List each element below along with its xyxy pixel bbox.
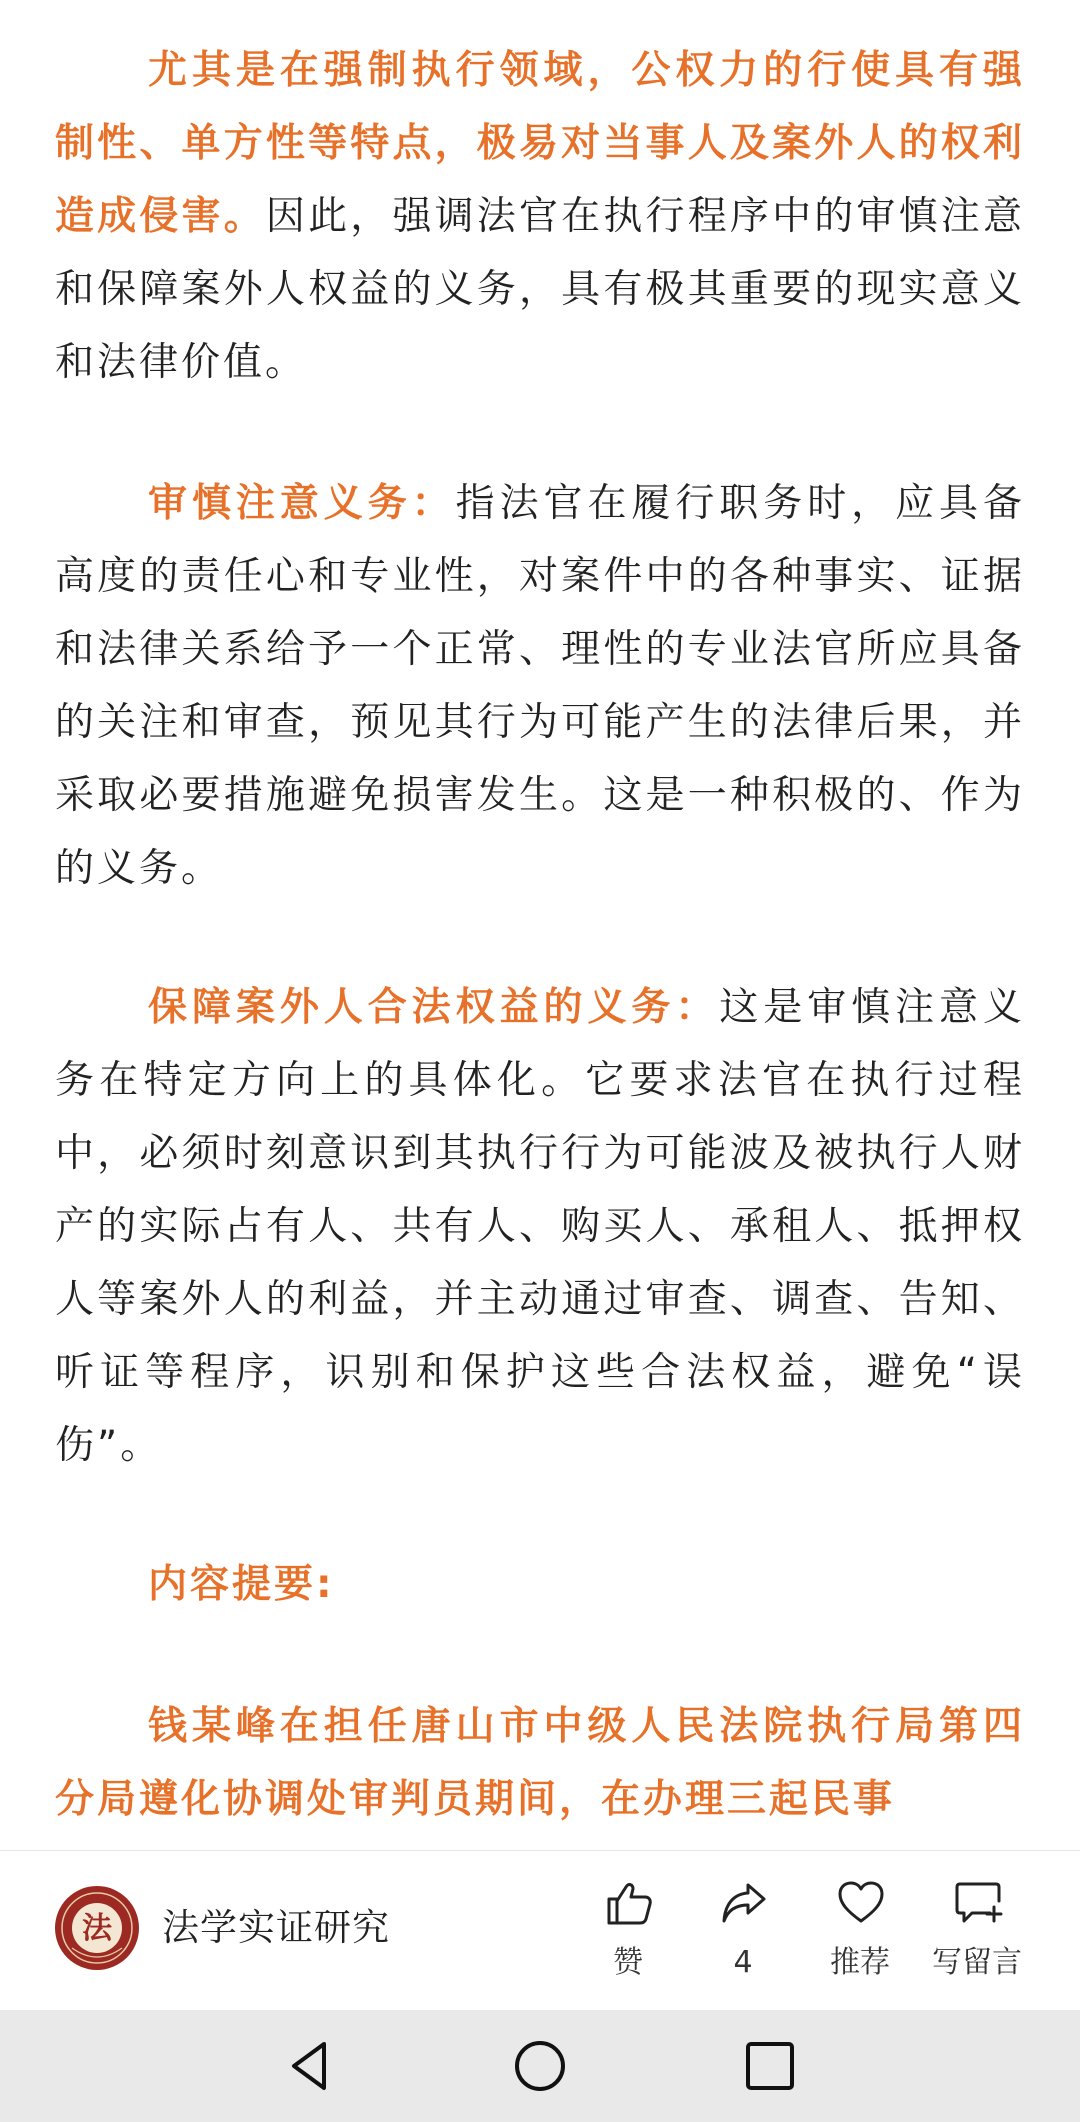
heart-icon	[835, 1877, 887, 1929]
share-button[interactable]	[683, 1871, 803, 1991]
home-circle-icon[interactable]	[512, 2038, 568, 2094]
article-paragraph-1	[55, 34, 1025, 399]
highlight-text: 钱某峰在担任唐山市中级人民法院执行局第四分局遵化协调处审判员期间，在办理三起民事	[55, 1704, 1025, 1822]
body-text: 因此，强调法官在执行程序中的审慎注意和保障案外人权益的义务，具有极其重要的现实意义和法律价值。	[55, 194, 1025, 385]
like-label: 赞	[613, 1945, 643, 1980]
section-heading-prudent-duty: 审慎注意义务：	[148, 481, 456, 526]
share-arrow-icon	[718, 1877, 770, 1929]
share-count: 4	[733, 1945, 753, 1980]
back-triangle-icon[interactable]	[282, 2038, 338, 2094]
like-button[interactable]	[568, 1871, 688, 1991]
article-paragraph-3	[55, 971, 1025, 1482]
recommend-button[interactable]	[800, 1871, 920, 1991]
thumbs-up-icon	[603, 1877, 655, 1929]
author-name[interactable]: 法学实证研究	[162, 1906, 390, 1949]
write-comment-button[interactable]	[917, 1871, 1037, 1991]
avatar-seal-icon	[55, 1886, 139, 1970]
body-text: 指法官在履行职务时，应具备高度的责任心和专业性，对案件中的各种事实、证据和法律关系给予一个正常、理性的专业法官所应具备的关注和审查，预见其行为可能产生的法律后果，并采取必要措施避免损害发生。这是一种积极的、作为的义务。	[55, 481, 1025, 891]
article-action-bar	[0, 1850, 1080, 2011]
author-avatar[interactable]	[55, 1886, 139, 1970]
article-paragraph-4	[55, 1548, 1025, 1621]
system-nav-bar	[0, 2010, 1080, 2122]
section-heading-third-party-duty: 保障案外人合法权益的义务：	[148, 985, 720, 1030]
avatar-char: 法	[82, 1911, 112, 1946]
article-paragraph-5	[55, 1690, 1025, 1836]
write-comment-label: 写留言	[932, 1945, 1022, 1980]
recent-square-icon[interactable]	[742, 2038, 798, 2094]
section-heading-summary: 内容提要:	[148, 1562, 335, 1607]
highlight-text: 尤其是在强制执行领域，公权力的行使具有强制性、单方性等特点，极易对当事人及案外人的权利造成侵害。	[55, 48, 1025, 239]
article-paragraph-2	[55, 467, 1025, 905]
comment-add-icon	[952, 1877, 1004, 1929]
recommend-label: 推荐	[830, 1945, 890, 1980]
body-text: 这是审慎注意义务在特定方向上的具体化。它要求法官在执行过程中，必须时刻意识到其执行行为可能波及被执行人财产的实际占有人、共有人、购买人、承租人、抵押权人等案外人的利益，并主动通过审查、调查、告知、听证等程序，识别和保护这些合法权益，避免“误伤”。	[55, 985, 1025, 1468]
